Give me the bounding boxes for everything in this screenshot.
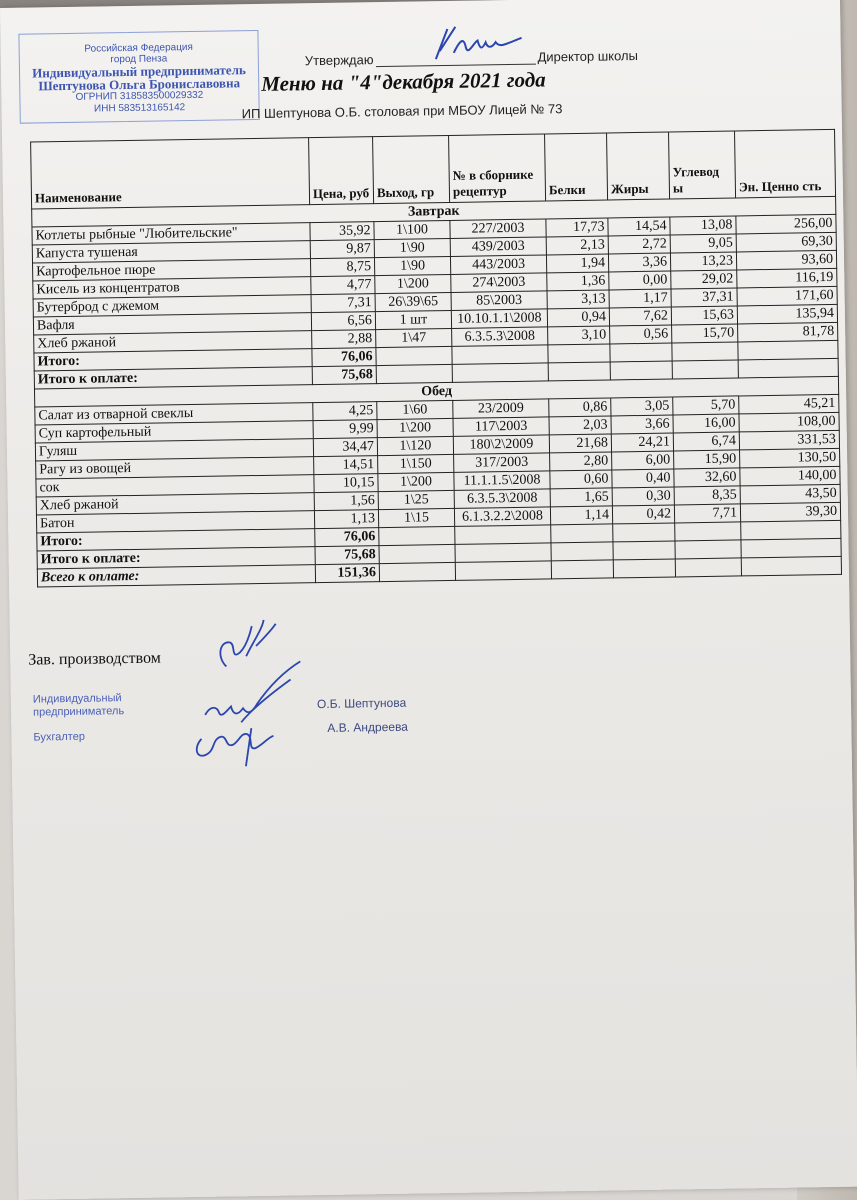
cell-price: 1,56 [314, 492, 378, 511]
cell-carbs: 15,63 [671, 306, 737, 325]
cell-energy: 130,50 [740, 448, 840, 468]
cell-protein: 21,68 [549, 434, 611, 453]
cell-price: 6,56 [311, 312, 375, 331]
grand-total-label: Всего к оплате: [37, 565, 315, 587]
cell-energy: 140,00 [740, 466, 840, 486]
cell-name: Суп картофельный [35, 421, 313, 443]
page-subtitle: ИП Шептунова О.Б. столовая при МБОУ Лицей № 73 [241, 101, 563, 122]
cell-name: Батон [36, 511, 314, 533]
cell-carbs: 15,70 [672, 324, 738, 343]
entrepreneur-label-line: Индивидуальный [32, 692, 122, 706]
menu-table [30, 129, 842, 588]
cell-protein: 2,80 [550, 452, 612, 471]
cell-carbs: 37,31 [671, 288, 737, 307]
cell-recipe: 6.3.5.3\2008 [454, 489, 550, 509]
empty-cell [452, 363, 548, 383]
cell-fat: 6,00 [612, 451, 674, 470]
empty-cell [613, 559, 675, 578]
cell-carbs: 13,23 [670, 252, 736, 271]
cell-price: 9,99 [313, 420, 377, 439]
cell-recipe: 6.3.5.3\2008 [452, 327, 548, 347]
cell-carbs: 32,60 [674, 468, 740, 487]
cell-fat: 0,40 [612, 469, 674, 488]
column-header-recipe: № в сборнике рецептур [449, 134, 546, 202]
cell-fat: 3,66 [611, 415, 673, 434]
cell-yield: 1\90 [374, 256, 450, 275]
table-header-row [31, 129, 836, 209]
empty-cell [741, 538, 841, 558]
cell-protein: 0,60 [550, 470, 612, 489]
cell-carbs: 13,08 [670, 216, 736, 235]
cell-recipe: 85\2003 [451, 291, 547, 311]
empty-cell [452, 345, 548, 365]
accountant-name: А.В. Андреева [327, 719, 409, 735]
column-header-carbs: Углевод ы [669, 131, 736, 199]
column-header-energy: Эн. Ценно сть [735, 129, 836, 198]
cell-yield: 1\25 [378, 490, 454, 509]
cell-energy: 69,30 [736, 232, 836, 252]
cell-price: 4,25 [313, 402, 377, 421]
director-signature [425, 21, 546, 63]
cell-protein: 3,13 [547, 290, 609, 309]
cell-recipe: 439/2003 [450, 237, 546, 257]
cell-carbs: 7,71 [674, 504, 740, 523]
cell-price: 10,15 [314, 474, 378, 493]
empty-cell [610, 343, 672, 362]
cell-recipe: 117\2003 [453, 417, 549, 437]
column-header-fat: Жиры [607, 132, 670, 200]
cell-carbs: 16,00 [673, 414, 739, 433]
cell-name: Вафля [33, 313, 311, 335]
total-label: Итого: [34, 349, 312, 371]
cell-yield: 1\90 [374, 238, 450, 257]
cell-name: Бутерброд с джемом [33, 295, 311, 317]
empty-cell [613, 523, 675, 542]
stamp-line: ОГРНИП 318583500029332 [75, 89, 204, 103]
cell-energy: 135,94 [737, 304, 837, 324]
empty-cell [672, 342, 738, 361]
cell-recipe: 180\2\2009 [453, 435, 549, 455]
cell-yield: 1\120 [377, 436, 453, 455]
cell-recipe: 227/2003 [450, 219, 546, 239]
section-title: Завтрак [32, 196, 836, 227]
cell-price: 34,47 [313, 438, 377, 457]
stamp-line: ИНН 583513165142 [93, 102, 186, 115]
empty-cell [675, 522, 741, 541]
cell-recipe: 10.10.1.1\2008 [451, 309, 547, 329]
cell-name: Капуста тушеная [32, 241, 310, 263]
cell-fat: 14,54 [608, 217, 670, 236]
cell-name: Кисель из концентратов [33, 277, 311, 299]
empty-cell [548, 344, 610, 363]
cell-protein: 3,10 [548, 326, 610, 345]
entrepreneur-name: О.Б. Шептунова [316, 695, 407, 712]
cell-name: Хлеб ржаной [34, 331, 312, 353]
empty-cell [613, 541, 675, 560]
cell-name: Хлеб ржаной [36, 493, 314, 515]
cell-yield: 26\39\65 [375, 292, 451, 311]
cell-price: 9,87 [310, 240, 374, 259]
company-stamp [18, 30, 259, 124]
column-header-name: Наименование [31, 138, 310, 209]
total-label: Итого к оплате: [34, 367, 312, 389]
stamp-line: город Пенза [110, 53, 168, 66]
cell-energy: 45,21 [739, 394, 839, 414]
cell-fat: 7,62 [609, 307, 671, 326]
entrepreneur-label [33, 692, 124, 719]
cell-fat: 3,36 [608, 253, 670, 272]
cell-recipe: 274\2003 [451, 273, 547, 293]
empty-cell [738, 340, 838, 360]
empty-cell [455, 543, 551, 563]
cell-carbs: 5,70 [673, 396, 739, 415]
cell-price: 14,51 [314, 456, 378, 475]
empty-cell [738, 358, 838, 378]
empty-cell [551, 542, 613, 561]
cell-recipe: 443/2003 [450, 255, 546, 275]
cell-fat: 1,17 [609, 289, 671, 308]
cell-price: 1,13 [314, 510, 378, 529]
total-label: Итого к оплате: [37, 547, 315, 569]
cell-name: Котлеты рыбные "Любительские" [32, 223, 310, 245]
cell-name: Рагу из овощей [36, 457, 314, 479]
cell-energy: 43,50 [740, 484, 840, 504]
stamp-line: Шептунова Ольга Брониславовна [38, 75, 241, 94]
accountant-label: Бухгалтер [33, 730, 85, 744]
cell-recipe: 6.1.3.2.2\2008 [454, 507, 550, 527]
empty-cell [741, 556, 841, 576]
column-header-price: Цена, руб [309, 137, 374, 205]
cell-carbs: 6,74 [673, 432, 739, 451]
cell-yield: 1\60 [377, 400, 453, 419]
cell-fat: 0,42 [612, 505, 674, 524]
stamp-line: Российская Федерация [84, 41, 193, 55]
director-label: Директор школы [537, 47, 639, 65]
cell-protein: 1,36 [547, 272, 609, 291]
cell-fat: 24,21 [611, 433, 673, 452]
total-value: 75,68 [315, 546, 379, 565]
cell-fat: 0,56 [610, 325, 672, 344]
empty-cell [379, 526, 455, 545]
production-manager-label: Зав. производством [28, 649, 161, 669]
empty-cell [672, 360, 738, 379]
cell-protein: 2,03 [549, 416, 611, 435]
entrepreneur-label-line: предприниматель [32, 705, 125, 719]
empty-cell [376, 364, 452, 383]
cell-carbs: 15,90 [674, 450, 740, 469]
cell-energy: 171,60 [737, 286, 837, 306]
total-value: 76,06 [312, 348, 376, 367]
approve-label: Утверждаю [304, 52, 374, 69]
cell-price: 2,88 [312, 330, 376, 349]
empty-cell [455, 525, 551, 545]
grand-total-value: 151,36 [315, 564, 379, 583]
cell-protein: 17,73 [546, 218, 608, 237]
empty-cell [548, 362, 610, 381]
cell-energy: 331,53 [739, 430, 839, 450]
cell-energy: 39,30 [740, 502, 840, 522]
cell-yield: 1\150 [378, 454, 454, 473]
cell-energy: 256,00 [736, 214, 836, 234]
cell-energy: 108,00 [739, 412, 839, 432]
cell-recipe: 317/2003 [454, 453, 550, 473]
cell-yield: 1\200 [377, 418, 453, 437]
empty-cell [551, 560, 613, 579]
cell-carbs: 8,35 [674, 486, 740, 505]
cell-recipe: 11.1.1.5\2008 [454, 471, 550, 491]
stamp-line: Индивидуальный предприниматель [32, 62, 246, 81]
cell-fat: 0,30 [612, 487, 674, 506]
cell-protein: 1,14 [550, 506, 612, 525]
cell-yield: 1\100 [374, 220, 450, 239]
column-header-protein: Белки [545, 133, 608, 201]
empty-cell [379, 544, 455, 563]
empty-cell [551, 524, 613, 543]
cell-protein: 2,13 [546, 236, 608, 255]
page-title: Меню на "4"декабря 2021 года [261, 67, 546, 96]
cell-name: Салат из отварной свеклы [35, 403, 313, 425]
empty-cell [610, 361, 672, 380]
cell-energy: 93,60 [736, 250, 836, 270]
cell-carbs: 9,05 [670, 234, 736, 253]
cell-protein: 1,65 [550, 488, 612, 507]
column-header-yield: Выход, гр [373, 135, 450, 203]
cell-yield: 1\15 [378, 508, 454, 527]
cell-recipe: 23/2009 [453, 399, 549, 419]
cell-yield: 1\47 [376, 328, 452, 347]
cell-name: Картофельное пюре [33, 259, 311, 281]
cell-price: 4,77 [311, 276, 375, 295]
cell-price: 8,75 [310, 258, 374, 277]
empty-cell [741, 520, 841, 540]
cell-name: Гуляш [35, 439, 313, 461]
cell-price: 35,92 [310, 222, 374, 241]
cell-protein: 0,94 [547, 308, 609, 327]
section-title: Обед [34, 376, 838, 407]
empty-cell [379, 562, 455, 581]
cell-name: сок [36, 475, 314, 497]
empty-cell [675, 540, 741, 559]
empty-cell [455, 561, 551, 581]
signature-line [376, 64, 536, 68]
total-label: Итого: [37, 529, 315, 551]
cell-yield: 1\200 [378, 472, 454, 491]
cell-fat: 2,72 [608, 235, 670, 254]
cell-protein: 1,94 [546, 254, 608, 273]
total-value: 76,06 [315, 528, 379, 547]
empty-cell [675, 558, 741, 577]
cell-carbs: 29,02 [671, 270, 737, 289]
total-value: 75,68 [312, 366, 376, 385]
cell-yield: 1 шт [375, 310, 451, 329]
cell-fat: 0,00 [609, 271, 671, 290]
cell-price: 7,31 [311, 294, 375, 313]
entrepreneur-signature [180, 653, 322, 770]
cell-energy: 81,78 [738, 322, 838, 342]
cell-protein: 0,86 [549, 398, 611, 417]
cell-yield: 1\200 [375, 274, 451, 293]
cell-fat: 3,05 [611, 397, 673, 416]
cell-energy: 116,19 [737, 268, 837, 288]
empty-cell [376, 346, 452, 365]
